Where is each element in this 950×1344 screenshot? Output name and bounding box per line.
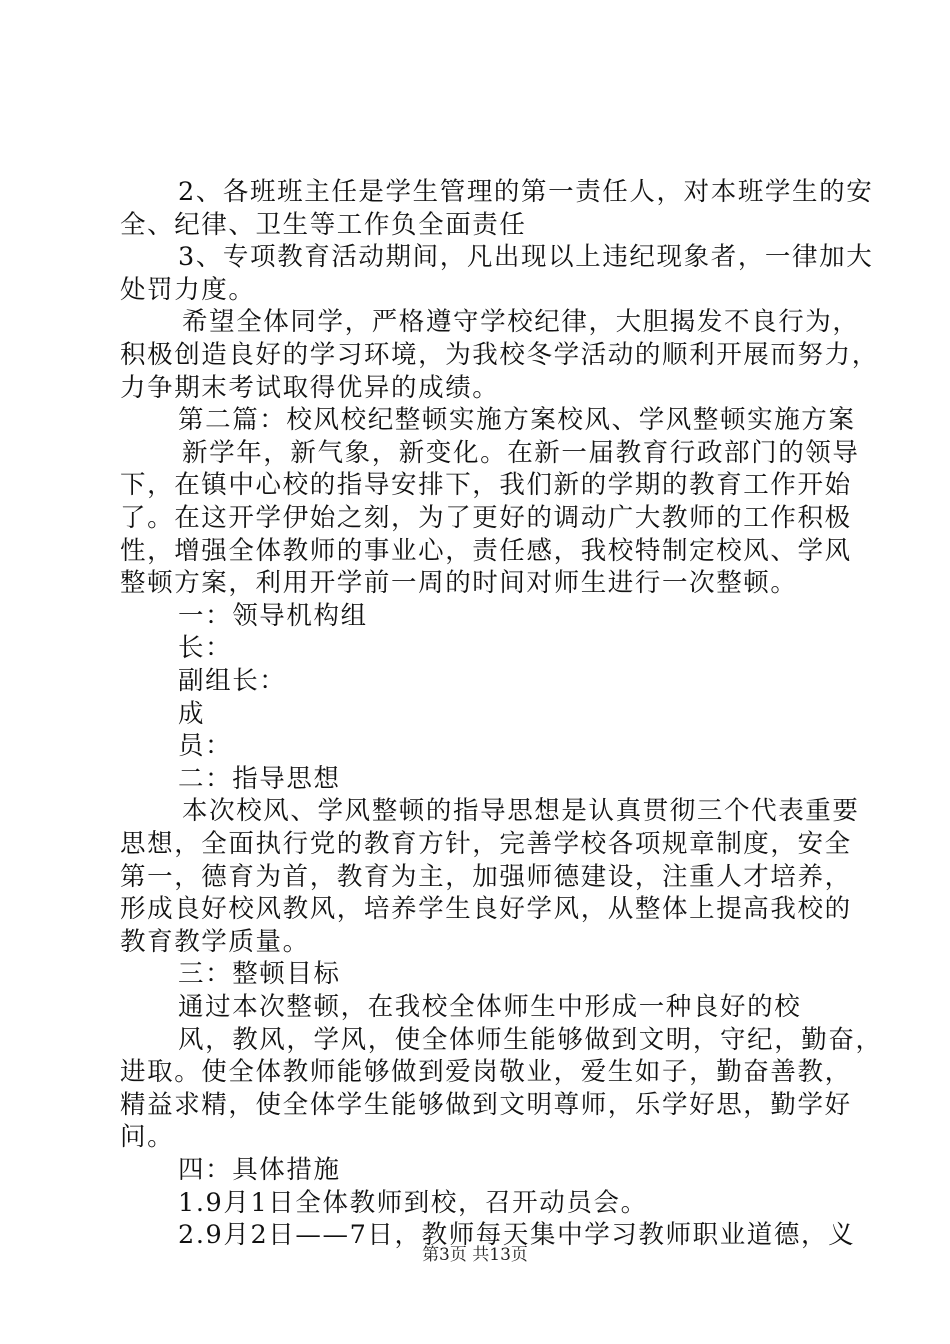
- text-line: 下，在镇中心校的指导安排下，我们新的学期的教育工作开始: [120, 470, 852, 501]
- page-footer: 第3页 共13页: [422, 1245, 528, 1265]
- text-line: 希望全体同学，严格遵守学校纪律，大胆揭发不良行为，: [182, 307, 860, 338]
- text-line: 长：: [178, 633, 233, 664]
- text-line: 性，增强全体教师的事业心，责任感，我校特制定校风、学风: [120, 535, 852, 566]
- subheading: 一：领导机构组: [178, 600, 368, 631]
- text-line: 2.9月2日——7日，教师每天集中学习教师职业道德，义: [178, 1220, 856, 1251]
- text-line: 成: [178, 698, 206, 729]
- text-line: 风，教风，学风，使全体师生能够做到文明，守纪，勤奋，: [178, 1024, 883, 1055]
- subheading: 三：整顿目标: [178, 959, 341, 990]
- text-line: 积极创造良好的学习环境，为我校冬学活动的顺利开展而努力，: [120, 340, 879, 370]
- text-line: 整顿方案，利用开学前一周的时间对师生进行一次整顿。: [120, 568, 798, 599]
- text-line: 处罚力度。: [120, 274, 256, 305]
- text-line: 2、各班班主任是学生管理的第一责任人，对本班学生的安: [178, 177, 874, 207]
- text-line: 全、纪律、卫生等工作负全面责任: [120, 209, 527, 240]
- subheading: 四：具体措施: [178, 1155, 341, 1185]
- text-line: 3、专项教育活动期间，凡出现以上违纪现象者，一律加大: [178, 242, 874, 273]
- text-line: 形成良好校风教风，培养学生良好学风，从整体上提高我校的: [120, 894, 852, 925]
- text-line: 员：: [178, 731, 233, 762]
- text-line: 教育教学质量。: [120, 926, 310, 957]
- text-line: 力争期末考试取得优异的成绩。: [120, 372, 500, 403]
- text-line: 进取。使全体教师能够做到爱岗敬业，爱生如子，勤奋善教，: [120, 1057, 852, 1088]
- text-line: 副组长：: [178, 666, 287, 696]
- subheading: 二：指导思想: [178, 763, 341, 794]
- text-line: 了。在这开学伊始之刻，为了更好的调动广大教师的工作积极: [120, 503, 852, 533]
- text-line: 精益求精，使全体学生能够做到文明尊师，乐学好思，勤学好: [120, 1089, 852, 1120]
- text-line: 思想，全面执行党的教育方针，完善学校各项规章制度，安全: [120, 829, 852, 859]
- text-line: 1.9月1日全体教师到校，召开动员会。: [178, 1187, 648, 1218]
- text-line: 本次校风、学风整顿的指导思想是认真贯彻三个代表重要: [182, 796, 860, 827]
- text-line: 通过本次整顿，在我校全体师生中形成一种良好的校: [178, 992, 802, 1022]
- text-line: 新学年，新气象，新变化。在新一届教育行政部门的领导: [182, 437, 860, 468]
- text-line: 第一，德育为首，教育为主，加强师德建设，注重人才培养，: [120, 861, 852, 892]
- text-line: 问。: [120, 1122, 175, 1153]
- section-heading: 第二篇：校风校纪整顿实施方案校风、学风整顿实施方案: [178, 405, 856, 436]
